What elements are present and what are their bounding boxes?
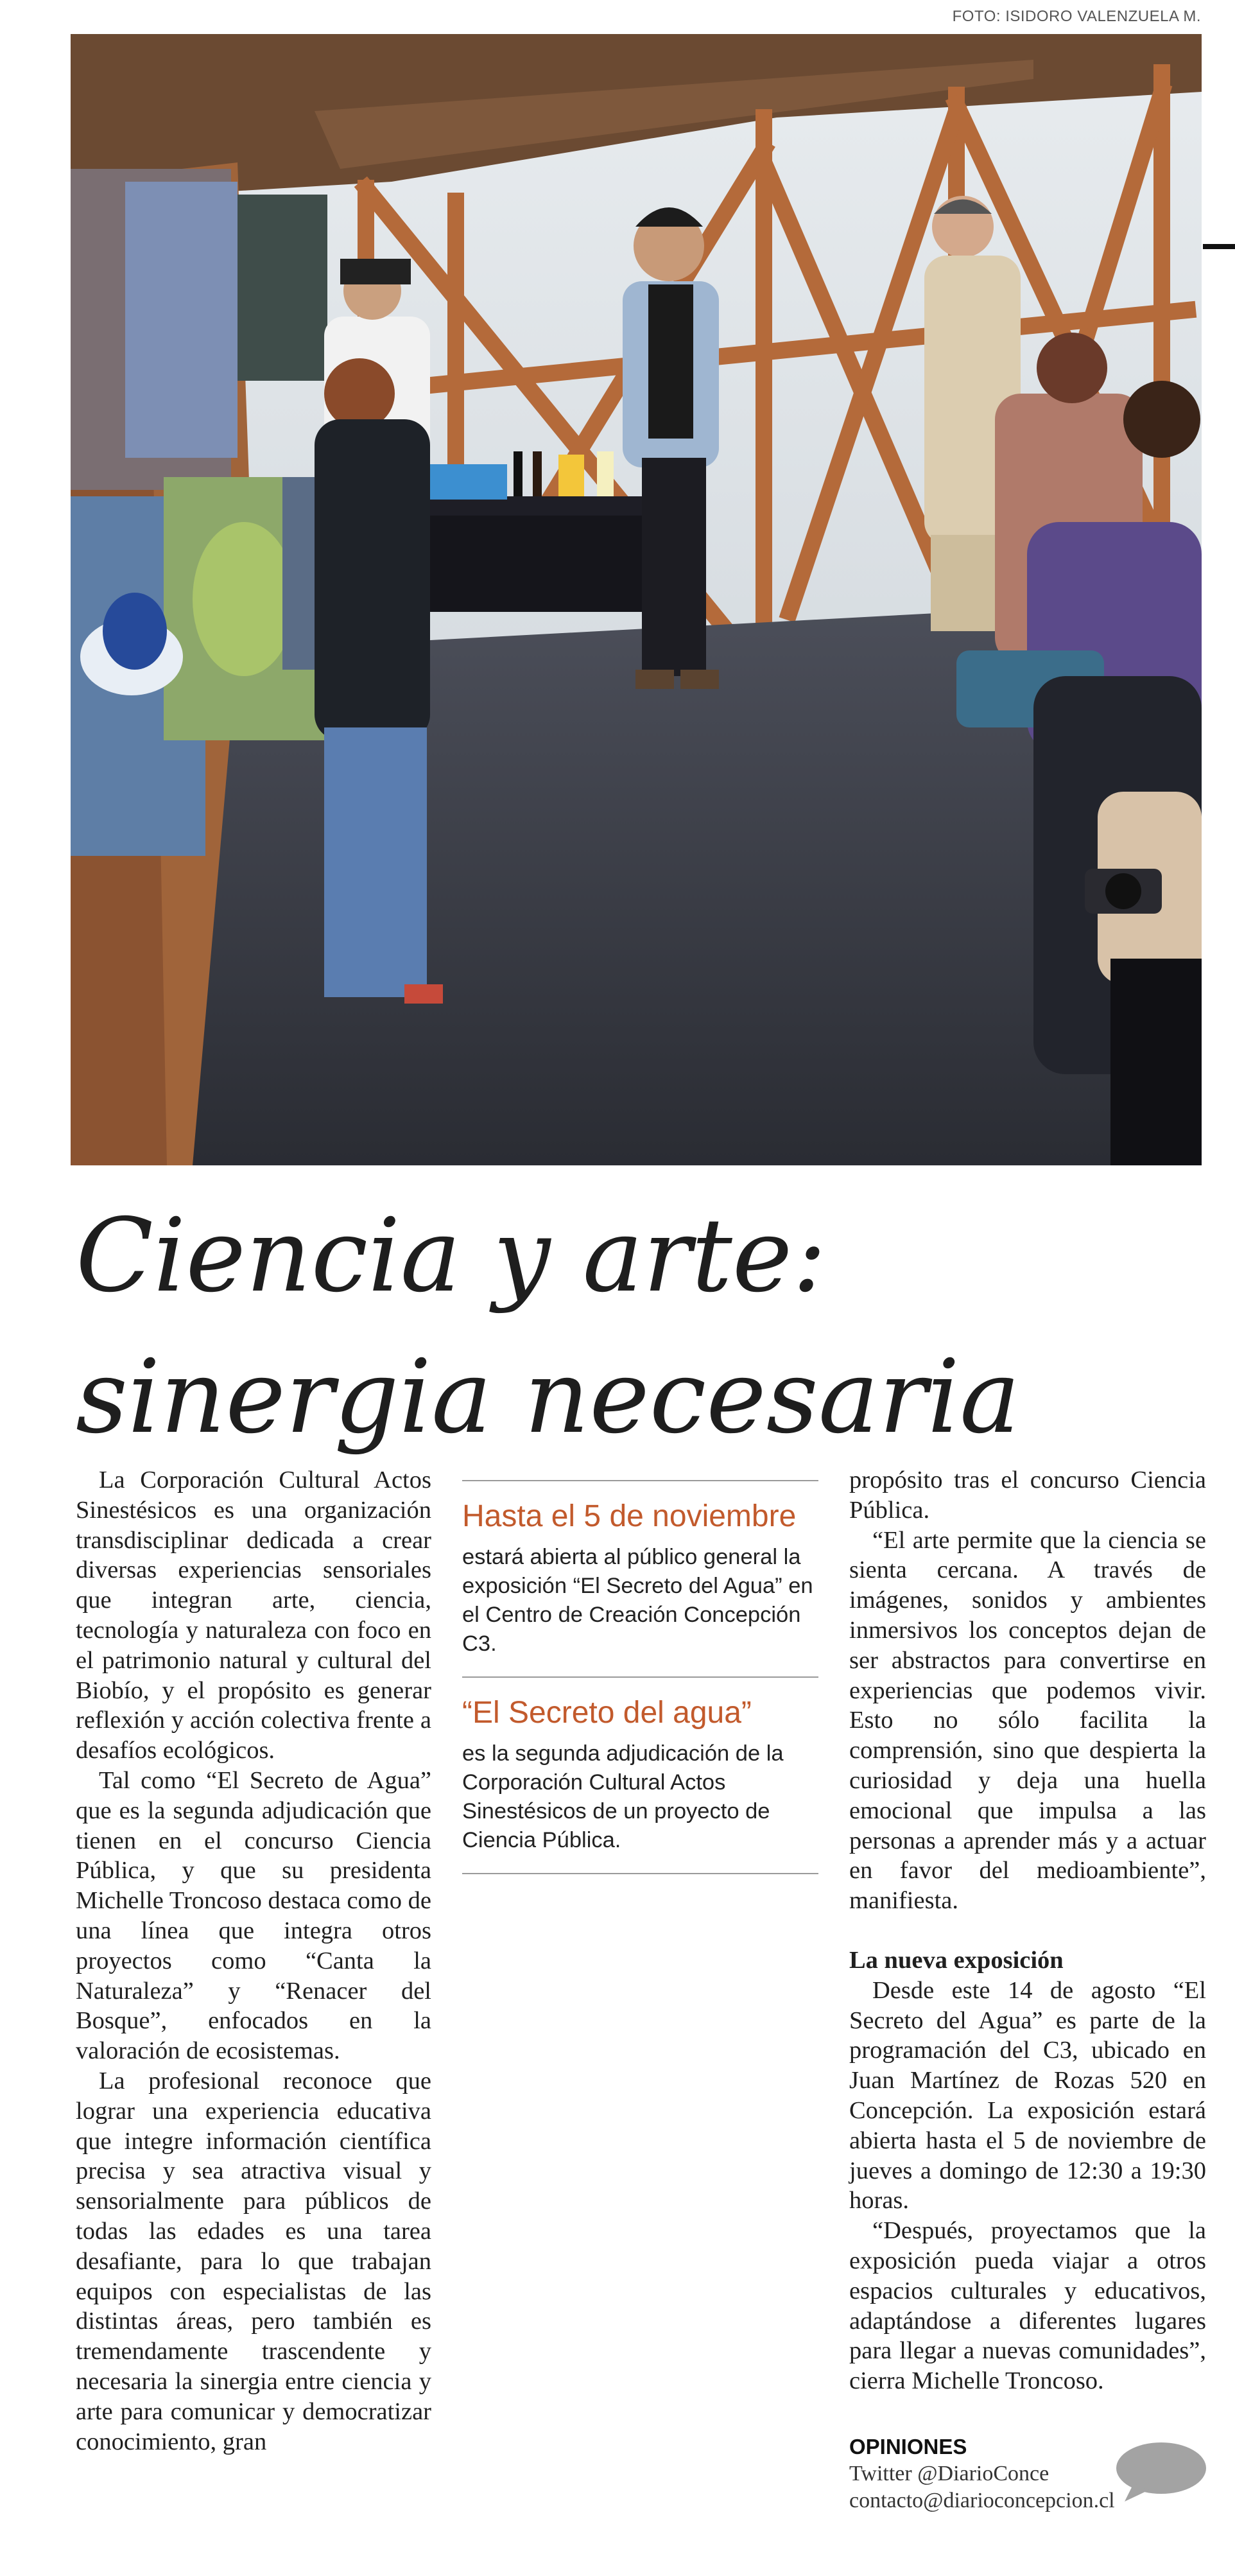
photo-credit: FOTO: ISIDORO VALENZUELA M.	[952, 8, 1201, 25]
headline	[76, 1185, 1167, 1468]
body-paragraph: La profesional reconoce que lograr una experiencia educativa que integre información científica precisa y sea atractiva visual y sensorialmente para públicos de todas las edades es una tarea desafiante, para lo que trabajan equipos con especialistas de las distintas áreas, pero también es tremendamente trascendente y necesaria la sinergia entre ciencia y arte para comunicar y democratizar conocimiento, gran	[76, 2067, 431, 2455]
highlight-box	[462, 1678, 818, 1873]
highlight-heading: Hasta el 5 de noviembre	[462, 1499, 797, 1533]
opiniones-label: OPINIONES	[849, 2435, 967, 2459]
page-edge-mark	[1203, 244, 1235, 249]
body-paragraph: Desde este 14 de agosto “El Secreto del Agua” es parte de la programación del C3, ubicado en Juan Martínez de Rozas 520 en Concepción. La exposición estará abierta hasta el 5 de noviembre de jueves a domingo de 12:30 a 19:30 horas.	[849, 1976, 1206, 2215]
speech-bubble-icon	[1116, 2441, 1207, 2506]
contact-email[interactable]: contacto@diarioconcepcion.cl	[849, 2489, 1115, 2512]
section-subheading: La nueva exposición	[849, 1946, 1064, 1974]
headline-line-2: sinergia necesaria	[76, 1338, 1021, 1456]
body-paragraph: “Después, proyectamos que la exposición pueda viajar a otros espacios culturales y educativos, adaptándose a diferentes lugares para llegar a nuevas comunidades”, cierra Michelle Troncoso.	[849, 2217, 1206, 2395]
body-column-right	[849, 1465, 1206, 2396]
highlight-text: estará abierta al público general la exposición “El Secreto del Agua” en el Centro de Creación Concepción C3.	[462, 1545, 813, 1656]
body-column-left	[76, 1465, 431, 2457]
divider	[462, 1873, 818, 1874]
highlight-box	[462, 1481, 818, 1676]
body-paragraph: “El arte permite que la ciencia se sienta cercana. A través de imágenes, sonidos y ambientes inmersivos los conceptos dejan de ser abstractos para convertirse en experiencias que podemos vivir. Esto no sólo facilita la comprensión, sino que despierta la curiosidad y deja una huella emocional que impulsa a las personas a aprender más y a actuar en favor del medioambiente”, manifiesta.	[849, 1526, 1206, 1915]
headline-line-1: Ciencia y arte:	[76, 1197, 827, 1315]
body-paragraph: propósito tras el concurso Ciencia Pública.	[849, 1466, 1206, 1524]
body-paragraph: La Corporación Cultural Actos Sinestésicos es una organización transdisciplinar dedicada a crear diversas experiencias sensoriales que integran arte, ciencia, tecnología y naturaleza con foco en el patrimonio natural y cultural del Biobío, y el propósito es generar reflexión y acción colectiva frente a desafíos ecológicos.	[76, 1466, 431, 1764]
twitter-handle[interactable]: Twitter @DiarioConce	[849, 2462, 1049, 2485]
highlight-text: es la segunda adjudicación de la Corporación Cultural Actos Sinestésicos de un proyecto de Ciencia Pública.	[462, 1741, 784, 1852]
body-paragraph: Tal como “El Secreto de Agua” que es la segunda adjudicación que tienen en el concurso Ciencia Pública, y que su presidenta Michelle Troncoso destaca como de una línea que integra otros proyectos como “Canta la Naturaleza” y “Renacer del Bosque”, enfocados en la valoración de ecosistemas.	[76, 1766, 431, 2065]
article-photo	[71, 34, 1202, 1165]
sidebar-highlights	[462, 1480, 818, 1874]
highlight-heading: “El Secreto del agua”	[462, 1696, 752, 1730]
